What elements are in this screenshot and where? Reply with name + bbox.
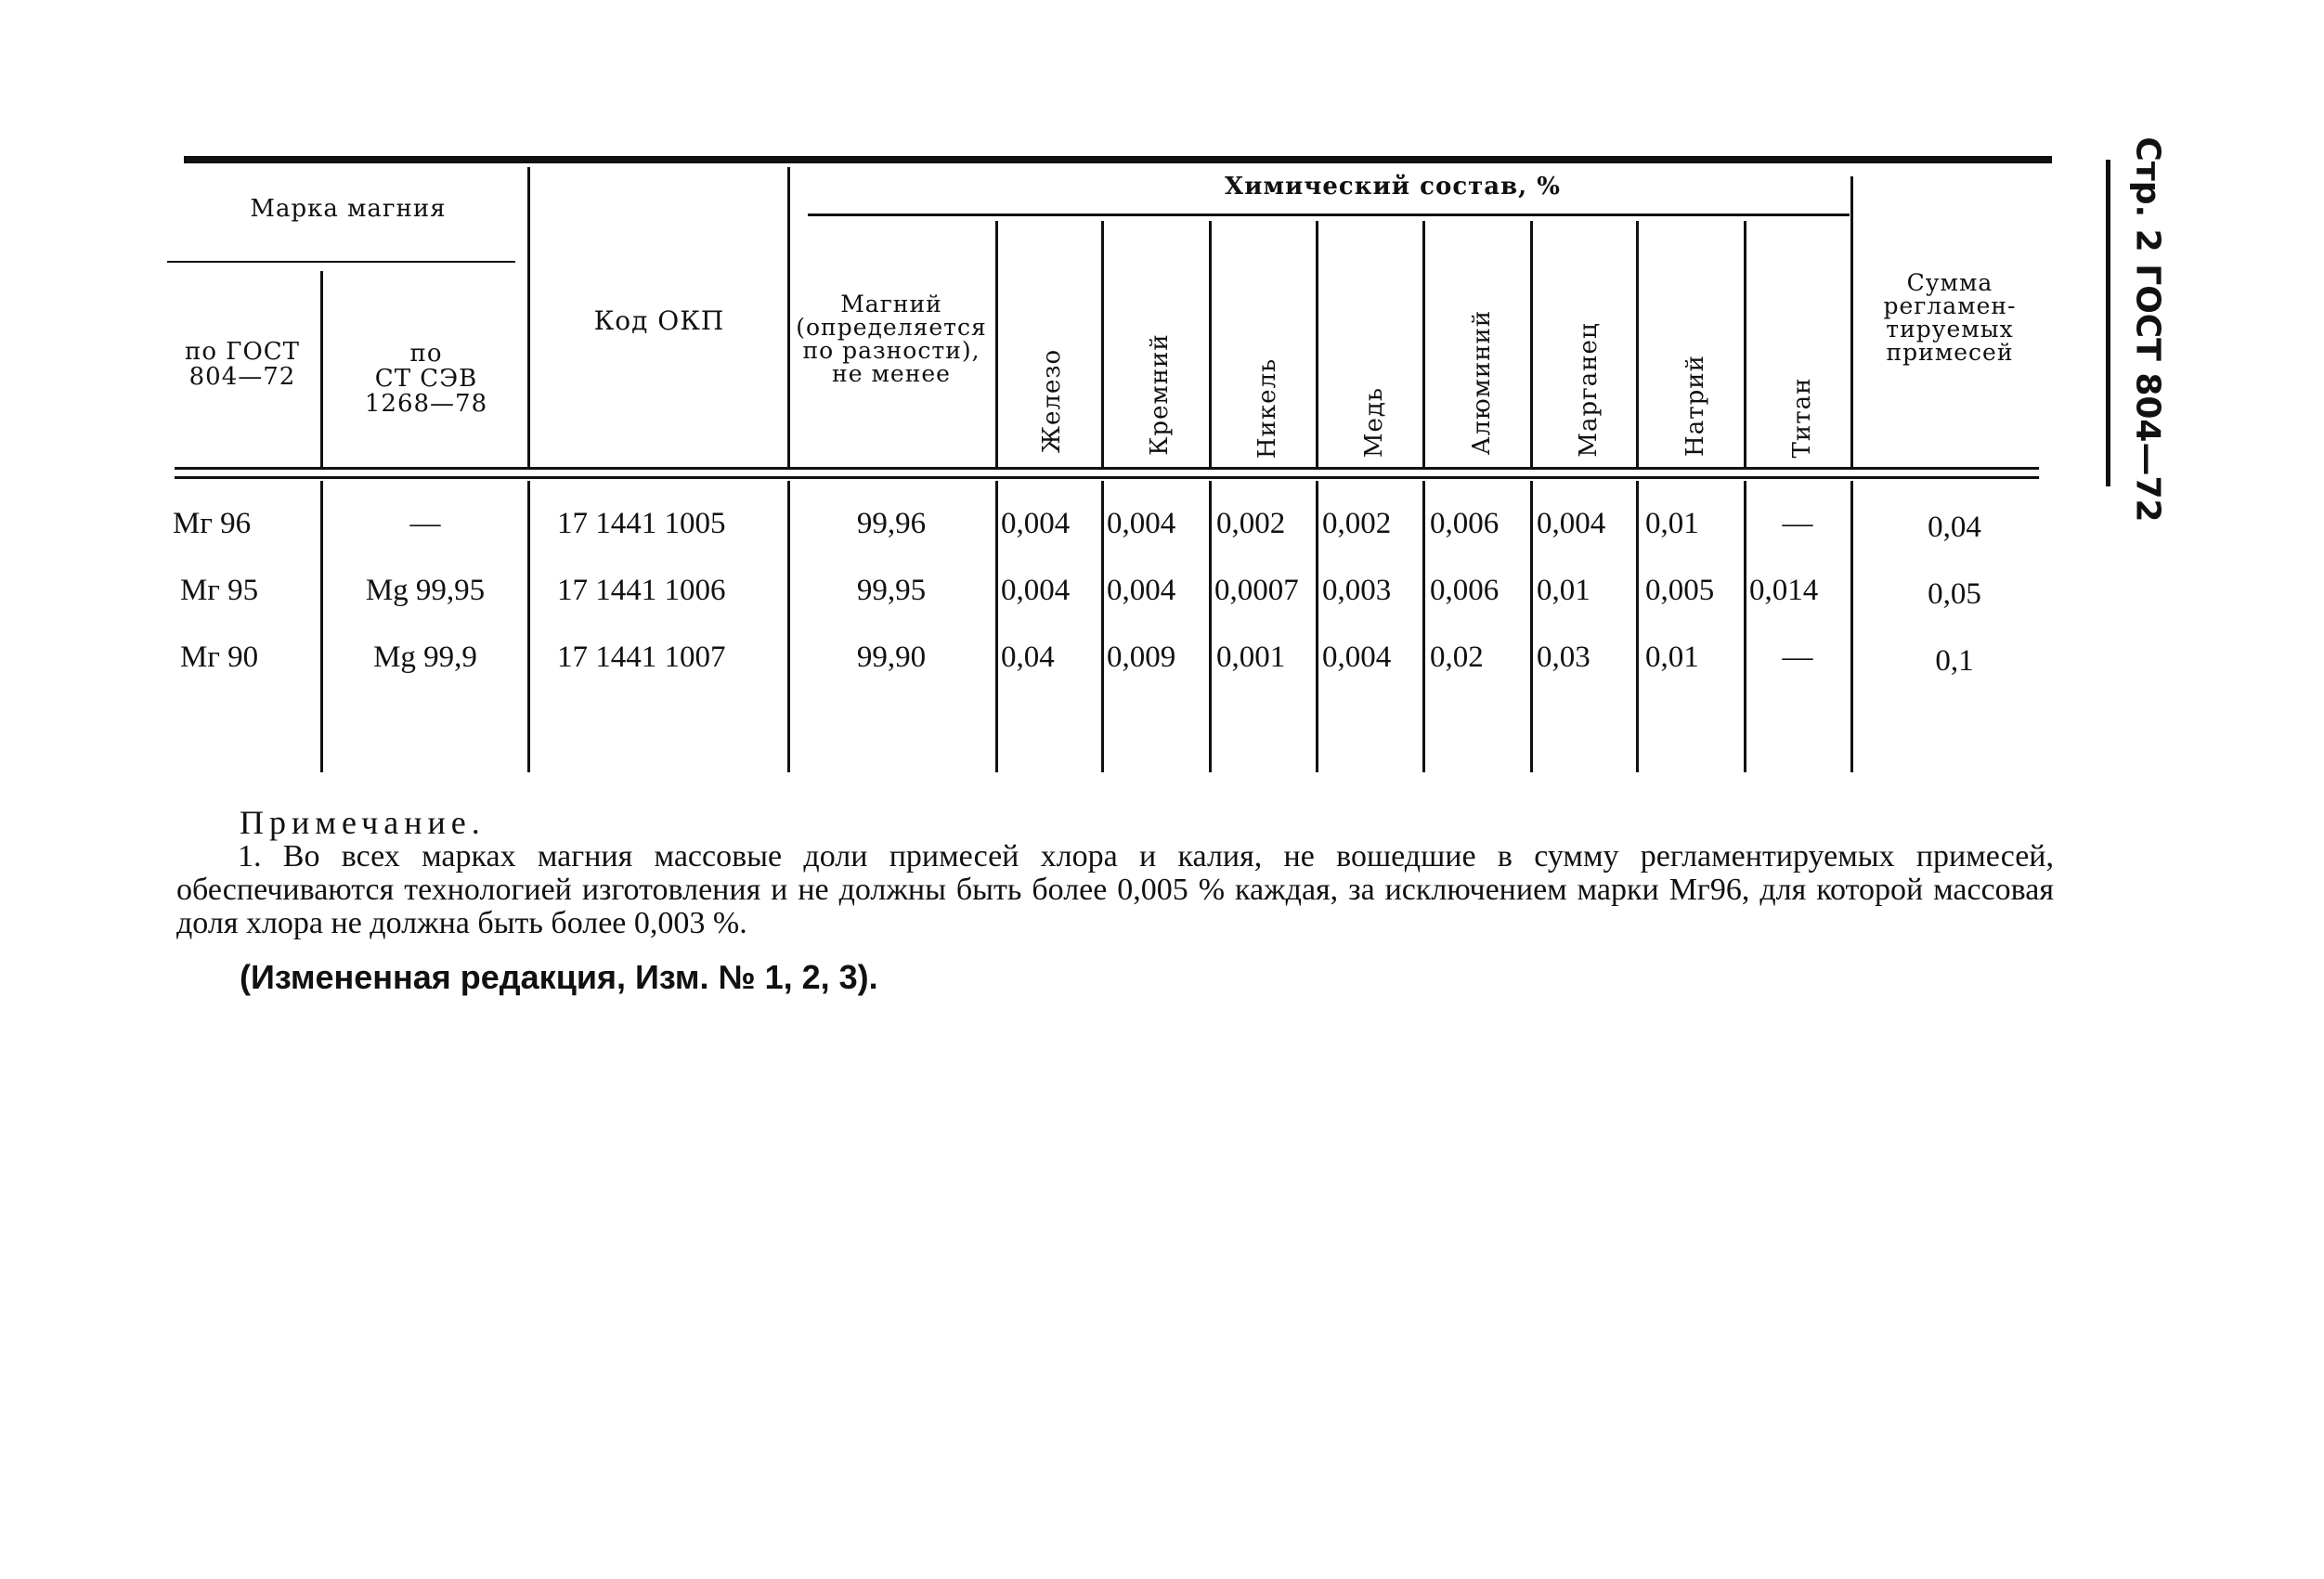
body-rule-mn	[1636, 481, 1639, 772]
chem-divider-rule	[808, 214, 1850, 216]
header-brand-group: Марка магния	[250, 195, 447, 223]
cell-ti: —	[1782, 641, 1813, 674]
cell-sum: 0,04	[1928, 511, 1981, 544]
cell-ti: 0,014	[1749, 574, 1819, 607]
body-rule-gost	[320, 481, 323, 772]
cell-cu: 0,003	[1322, 574, 1392, 607]
cell-mn: 0,004	[1537, 507, 1606, 540]
header-element-al: Алюминий	[1468, 309, 1496, 456]
side-rule	[2106, 160, 2110, 486]
body-rule-ti	[1850, 481, 1853, 772]
note-title: Примечание.	[240, 804, 486, 841]
cell-sum: 0,1	[1935, 644, 1974, 678]
cell-al: 0,006	[1430, 574, 1500, 607]
header-element-na: Натрий	[1681, 355, 1709, 457]
header-by-gost	[175, 340, 310, 390]
cell-st-sev: Mg 99,95	[365, 574, 486, 607]
col-rule-na	[1744, 221, 1746, 468]
header-magnesium-l3: по разности),	[802, 337, 980, 364]
cell-si: 0,004	[1107, 574, 1176, 607]
header-sum-l1: Сумма	[1906, 269, 1993, 296]
cell-fe: 0,004	[1001, 574, 1071, 607]
cell-mn: 0,01	[1537, 574, 1590, 607]
cell-na: 0,01	[1645, 507, 1699, 540]
body-rule-mg	[995, 481, 998, 772]
cell-na: 0,005	[1645, 574, 1715, 607]
body-rule-sev	[527, 481, 530, 772]
col-rule-cu	[1422, 221, 1425, 468]
cell-gost: Мг 90	[180, 641, 259, 674]
col-rule-gost	[320, 271, 323, 468]
header-okp-code: Код ОКП	[593, 305, 725, 336]
col-rule-fe	[1101, 221, 1104, 468]
header-element-si: Кремний	[1146, 333, 1174, 456]
header-bottom-rule-2	[175, 476, 2039, 479]
cell-si: 0,009	[1107, 641, 1176, 674]
cell-st-sev: —	[409, 507, 441, 540]
cell-al: 0,02	[1430, 641, 1484, 674]
cell-mg: 99,96	[856, 507, 927, 540]
header-by-st-sev	[331, 342, 522, 417]
cell-fe: 0,04	[1001, 641, 1055, 674]
col-rule-ni	[1316, 221, 1318, 468]
cell-si: 0,004	[1107, 507, 1176, 540]
header-by-st-sev-l3: 1268—78	[364, 390, 488, 418]
cell-sum: 0,05	[1928, 577, 1981, 611]
header-by-st-sev-l1: по	[409, 340, 443, 368]
body-rule-al	[1530, 481, 1533, 772]
header-element-cu: Медь	[1360, 386, 1388, 459]
body-rule-fe	[1101, 481, 1104, 772]
header-element-fe: Железо	[1038, 348, 1066, 454]
cell-mg: 99,90	[856, 641, 927, 674]
cell-fe: 0,004	[1001, 507, 1071, 540]
cell-na: 0,01	[1645, 641, 1699, 674]
page-label-text: Стр. 2 ГОСТ 804—72	[2128, 136, 2167, 523]
note-text: 1. Во всех марках магния массовые доли примесей хлора и калия, не вошедшие в сумму регламентируемых примесей, обеспечиваются технологией изготовления и не должны быть более 0,005 % каждая, за исключением марки Мг96, для которой массовая доля хлора не должна быть более 0,003 %.	[176, 839, 2054, 940]
body-rule-si	[1209, 481, 1212, 772]
table-top-rule	[184, 156, 2052, 163]
cell-st-sev: Mg 99,9	[373, 641, 477, 674]
edition-note: (Измененная редакция, Изм. № 1, 2, 3).	[240, 958, 878, 996]
cell-okp: 17 1441 1007	[557, 641, 726, 674]
header-by-st-sev-l2: СТ СЭВ	[374, 365, 478, 393]
header-chem-composition: Химический состав, %	[1225, 173, 1561, 201]
cell-cu: 0,004	[1322, 641, 1392, 674]
col-rule-sev	[527, 167, 530, 468]
cell-okp: 17 1441 1005	[557, 507, 726, 540]
col-rule-okp	[787, 167, 790, 468]
header-bottom-rule-1	[175, 467, 2039, 470]
header-sum-l4: примесей	[1886, 339, 2014, 366]
col-rule-ti	[1850, 176, 1853, 468]
cell-mg: 99,95	[856, 574, 927, 607]
cell-gost: Мг 95	[180, 574, 259, 607]
page-label	[2120, 136, 2175, 523]
body-rule-ni	[1316, 481, 1318, 772]
header-element-mn: Марганец	[1575, 322, 1603, 458]
col-rule-al	[1530, 221, 1533, 468]
body-rule-okp	[787, 481, 790, 772]
cell-okp: 17 1441 1006	[557, 574, 726, 607]
cell-al: 0,006	[1430, 507, 1500, 540]
cell-mn: 0,03	[1537, 641, 1590, 674]
header-magnesium-l2: (определяется	[796, 314, 987, 341]
header-element-ti: Титан	[1788, 377, 1816, 459]
cell-ti: —	[1782, 507, 1813, 540]
header-element-ni: Никель	[1253, 357, 1281, 459]
header-sum-l3: тируемых	[1886, 316, 2014, 343]
cell-gost: Мг 96	[173, 507, 252, 540]
col-rule-mn	[1636, 221, 1639, 468]
header-by-gost-l1: по ГОСТ	[184, 338, 300, 366]
header-magnesium-l4: не менее	[832, 360, 951, 387]
header-magnesium	[791, 292, 992, 385]
col-rule-mg	[995, 221, 998, 468]
col-rule-si	[1209, 221, 1212, 468]
header-magnesium-l1: Магний	[840, 291, 942, 317]
body-rule-cu	[1422, 481, 1425, 772]
cell-ni: 0,0007	[1214, 574, 1299, 607]
header-by-gost-l2: 804—72	[188, 363, 296, 391]
cell-ni: 0,001	[1216, 641, 1286, 674]
cell-ni: 0,002	[1216, 507, 1286, 540]
header-sum-l2: регламен-	[1883, 292, 2017, 319]
header-sum	[1857, 271, 2043, 364]
brand-divider-rule	[167, 261, 515, 263]
cell-cu: 0,002	[1322, 507, 1392, 540]
